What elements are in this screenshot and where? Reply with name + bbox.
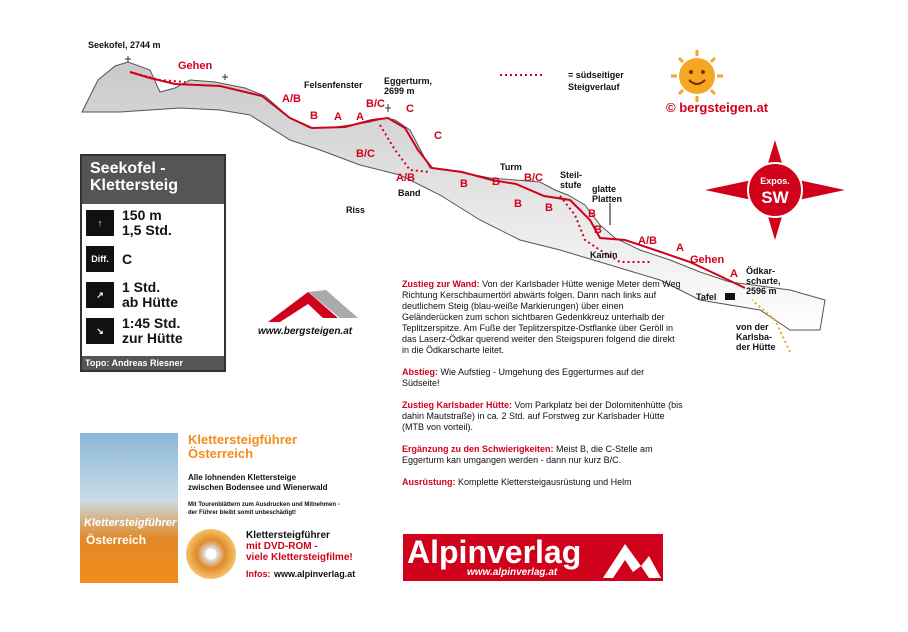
infos-label: Infos: — [246, 569, 271, 579]
dvd-line: mit DVD-ROM - viele Klettersteigfilme! — [246, 541, 353, 563]
grade-gehen: Gehen — [690, 254, 725, 266]
grade-gehen: Gehen — [178, 60, 213, 72]
bergsteigen-url[interactable]: www.bergsteigen.at — [258, 326, 353, 337]
grade-b: B — [310, 110, 318, 122]
grade-ab: A/B — [396, 172, 415, 184]
topo-credit: Topo: Andreas Riesner — [82, 356, 224, 370]
legend-line1: = südseitiger — [568, 70, 624, 80]
descent-row — [86, 316, 183, 346]
ad-title: Klettersteigführer Österreich — [188, 432, 298, 461]
approach-row — [86, 280, 178, 310]
legend-line2: Steigverlauf — [568, 82, 620, 92]
difficulty-badge: Diff. — [86, 246, 114, 272]
difficulty-text: C — [122, 250, 133, 267]
route-info-box — [80, 154, 226, 372]
grade-c: C — [406, 103, 414, 115]
tafel-sign — [725, 293, 735, 300]
label-riss: Riss — [346, 205, 366, 215]
section-difficulty-note: Ergänzung zu den Schwierigkeiten: Meist B, die C-Stelle am Eggerturm kan umgangen werden - dann nur kurz B/C. — [402, 444, 653, 465]
grade-b: B — [594, 224, 602, 236]
label-band: Band — [398, 188, 421, 198]
grade-ab: A/B — [282, 93, 301, 105]
section-equipment: Ausrüstung: Komplette Klettersteigausrüstung und Helm — [402, 477, 632, 487]
peak-seekofel: Seekofel, 2744 m — [88, 40, 161, 50]
grade-a: A — [334, 111, 342, 123]
compass-title: Expos. — [760, 176, 790, 186]
grade-a: A — [676, 242, 684, 254]
book-advert — [80, 433, 380, 583]
alpinverlag-banner — [403, 534, 663, 581]
section-hut-approach: Zustieg Karlsbader Hütte: Vom Parkplatz bei der Dolomitenhütte (bis dahin Mautstraße) in ca. 2 Std. auf Forstweg zur Karlsbader Hütte (MTB von vorteil). — [402, 400, 683, 432]
publisher-mountain-icon — [603, 538, 661, 578]
cover-subtitle: Österreich — [86, 533, 147, 547]
hiker-down-icon: ↘ — [86, 318, 114, 344]
grade-bc: B/C — [524, 172, 543, 184]
label-tafel: Tafel — [696, 292, 717, 302]
dvd-title: Klettersteigführer — [246, 530, 330, 541]
dvd-disc — [186, 529, 236, 579]
grade-a: A — [356, 111, 364, 123]
book-cover — [80, 433, 178, 583]
label-steilstufe: Steil- stufe — [560, 170, 583, 190]
ad-note: Mit Tourenblättern zum Ausdrucken und Mitnehmen - der Führer bleibt somit unbeschädigt! — [188, 502, 340, 516]
section-approach: Zustieg zur Wand: Von der Karlsbader Hütte wenige Meter dem Weg Richtung Kerschbaumertörl abwärts folgen. Dann nach links auf deutlichem Steig (blau-weiße Markierungen) über einen Geländerücken zum schon sichtbaren Gedenkkreuz unterhalb der Teplitzerspitze. Am Fuße der Teplitzerspitze-Ostflanke über Geröll in das Laserz-Ödkar querend weiter den Steigspuren folgend die direkt in die Ödkarscharte leitet. — [402, 279, 681, 355]
sun-logo — [671, 50, 723, 102]
route-title: Seekofel - Klettersteig — [82, 156, 224, 204]
grade-c: C — [434, 130, 442, 142]
descent-text: 1:45 Std. zur Hütte — [122, 315, 183, 346]
grade-a: A — [730, 268, 738, 280]
approach-text: 1 Std. ab Hütte — [122, 279, 178, 310]
copyright-text: © bergsteigen.at — [666, 100, 769, 115]
infos-url[interactable]: www.alpinverlag.at — [274, 569, 356, 579]
label-kamin: Kamin — [590, 250, 618, 260]
cover-title: Klettersteigführer — [84, 517, 177, 529]
publisher-url[interactable]: www.alpinverlag.at — [467, 567, 558, 578]
peak-felsenfenster: Felsenfenster — [304, 80, 363, 90]
grade-b: B — [460, 178, 468, 190]
ad-subtitle: Alle lohnenden Klettersteige zwischen Bodensee und Wienerwald — [188, 473, 328, 492]
label-glatte-platten: glatte Platten — [592, 184, 623, 204]
compass-direction: SW — [761, 188, 789, 207]
section-descent: Abstieg: Wie Aufstieg - Umgehung des Eggerturmes auf der Südseite! — [402, 367, 645, 388]
difficulty-row — [86, 246, 132, 272]
grade-bc: B/C — [366, 98, 385, 110]
length-text: 150 m 1,5 Std. — [122, 207, 172, 238]
grade-b: B — [514, 198, 522, 210]
grade-ab: A/B — [638, 235, 657, 247]
length-row — [86, 208, 172, 238]
grade-bc: B/C — [356, 148, 375, 160]
peak-eggerturm: Eggerturm, 2699 m — [384, 76, 433, 96]
route-description — [402, 279, 684, 499]
label-von-der-huette: von der Karlsba- der Hütte — [736, 322, 776, 352]
grade-b: B — [492, 176, 500, 188]
hiker-up-icon: ↗ — [86, 282, 114, 308]
grade-b: B — [545, 202, 553, 214]
climber-icon: ↑ — [86, 210, 114, 236]
label-turm: Turm — [500, 162, 522, 172]
bergsteigen-logo — [268, 288, 378, 324]
grade-b: B — [588, 208, 596, 220]
label-oedkarscharte: Ödkar- scharte, 2596 m — [746, 266, 781, 296]
publisher-name: Alpinverlag — [407, 534, 582, 570]
